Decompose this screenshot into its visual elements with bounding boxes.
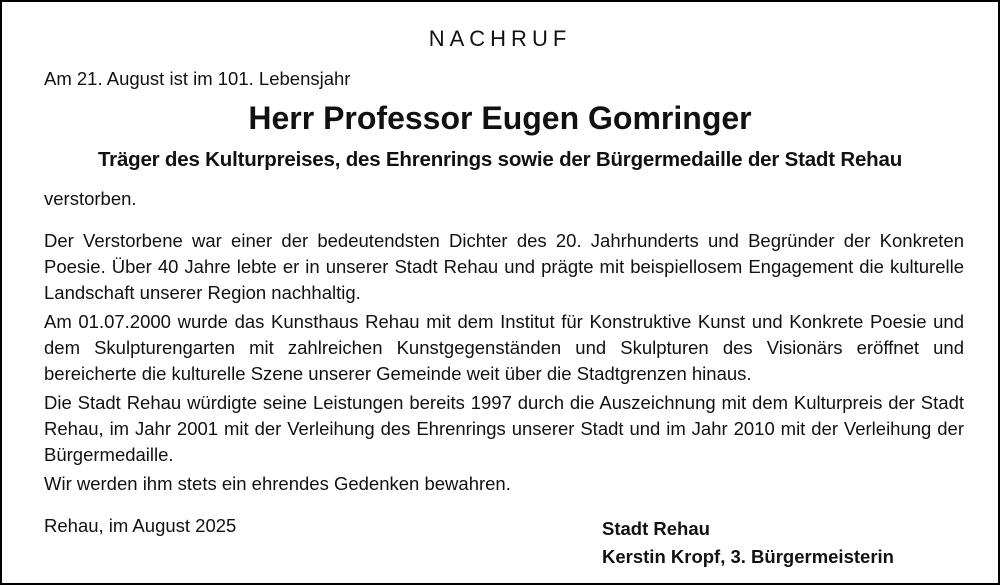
- signature-org: Stadt Rehau: [602, 518, 710, 539]
- paragraph-kunsthaus: Am 01.07.2000 wurde das Kunsthaus Rehau mit dem Institut für Konstruktive Kunst und Konkrete Poesie und dem Skulpturengarten mit zahlreichen Kunstgegenständen und Skulpturen des Visionärs eröffnet und bereicherte die kulturelle Szene unserer Gemeinde weit über die Stadtgrenzen hinaus.: [44, 311, 964, 384]
- died-line: verstorben.: [44, 188, 137, 209]
- paragraph-biography: Der Verstorbene war einer der bedeutendsten Dichter des 20. Jahrhunderts und Begründer der Konkreten Poesie. Über 40 Jahre lebte er in unserer Stadt Rehau und prägte mit beispiellosem Engagement die kulturelle Landschaft unserer Region nachhaltig.: [44, 230, 964, 303]
- paragraph-honors: Die Stadt Rehau würdigte seine Leistungen bereits 1997 durch die Auszeichnung mit dem Kulturpreis der Stadt Rehau, im Jahr 2001 mit der Verleihung des Ehrenrings unserer Stadt und im Jahr 2010 mit der Verleihung der Bürgermedaille.: [44, 392, 964, 465]
- intro-line: Am 21. August ist im 101. Lebensjahr: [44, 68, 351, 89]
- deceased-name: Herr Professor Eugen Gomringer: [248, 100, 752, 136]
- body-text: [44, 228, 964, 500]
- signature-block: [602, 515, 894, 571]
- honors-line: Träger des Kulturpreises, des Ehrenrings sowie der Bürgermedaille der Stadt Rehau: [97, 148, 903, 171]
- notice-heading: NACHRUF: [428, 26, 572, 51]
- signature-signer: Kerstin Kropf, 3. Bürgermeisterin: [602, 546, 894, 567]
- place-date: Rehau, im August 2025: [44, 515, 237, 536]
- paragraph-remembrance: Wir werden ihm stets ein ehrendes Gedenken bewahren.: [44, 473, 511, 494]
